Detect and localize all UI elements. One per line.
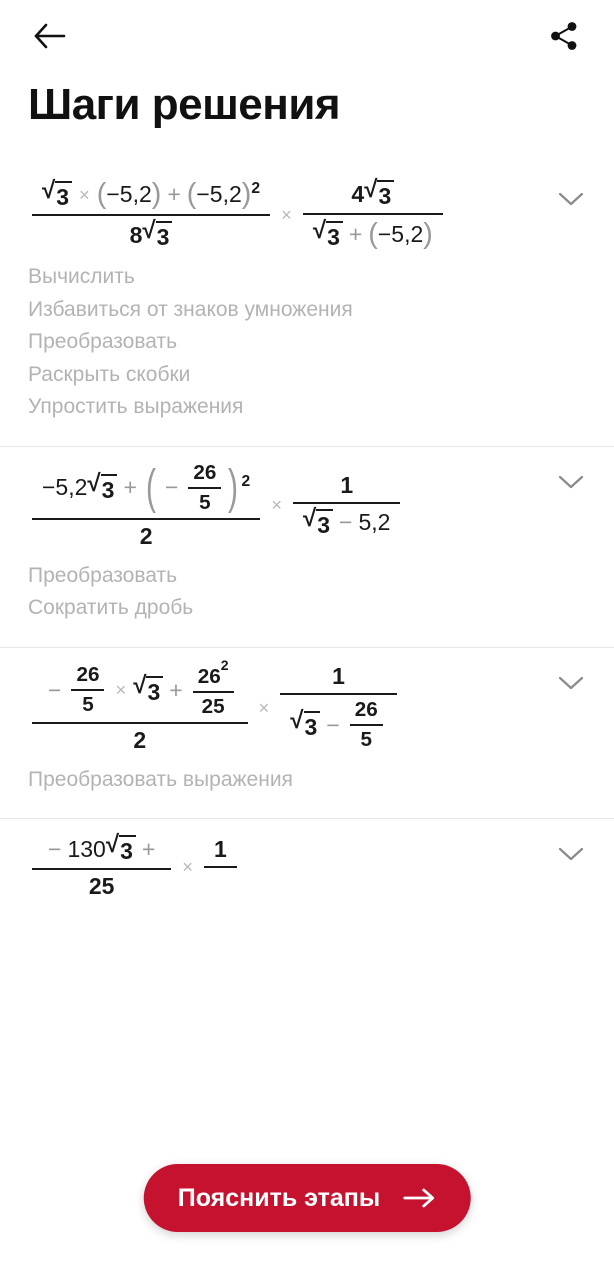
top-bar	[0, 0, 614, 72]
operation-item[interactable]: Упростить выражения	[28, 395, 244, 419]
multiplication-sign: ×	[79, 183, 90, 205]
fraction: − 130 √ 3 + 25	[32, 833, 171, 900]
sqrt-icon: √ 3	[364, 178, 394, 210]
step-item[interactable]	[0, 164, 614, 447]
operation-item[interactable]: Преобразовать выражения	[28, 767, 293, 791]
multiplication-sign: ×	[115, 679, 127, 701]
chevron-down-icon[interactable]	[554, 666, 588, 700]
operation-item[interactable]: Вычислить	[28, 265, 135, 288]
back-arrow-icon[interactable]	[28, 14, 72, 58]
chevron-down-icon[interactable]	[554, 837, 588, 871]
chevron-down-icon[interactable]	[554, 182, 588, 216]
fraction: 1	[204, 836, 237, 898]
multiplication-sign: ×	[281, 203, 292, 225]
step-item[interactable]	[0, 447, 614, 648]
sqrt-icon: √ 3	[290, 709, 320, 741]
step-item[interactable]	[0, 648, 614, 819]
fraction: 4 √ 3 √ 3 + ( −5,2 )	[303, 178, 443, 251]
step-expression	[28, 648, 401, 762]
fraction: $\frac{26}{5}$	[71, 663, 104, 717]
operation-item[interactable]: Преобразовать	[28, 563, 178, 587]
operation-item[interactable]: Преобразовать	[28, 330, 178, 354]
chevron-down-icon[interactable]	[554, 465, 588, 499]
page-title: Шаги решения	[28, 80, 341, 129]
step-operations	[28, 762, 586, 819]
fraction: 1 √ 3 − 5,2	[293, 472, 400, 539]
steps-list	[0, 164, 614, 908]
share-icon[interactable]	[542, 14, 586, 58]
multiplication-sign: ×	[182, 855, 194, 877]
sqrt-icon: √ 3	[142, 219, 172, 251]
multiplication-sign: ×	[271, 494, 282, 516]
fraction: √ 3 × ( −5,2 ) + ( −5,2 ) 2 8 √ 3	[32, 178, 270, 251]
sqrt-icon: √ 3	[133, 674, 163, 706]
arrow-right-icon	[402, 1187, 436, 1209]
operation-item[interactable]: Раскрыть скобки	[28, 362, 191, 386]
step-expression	[28, 447, 404, 558]
fraction: $\frac{26^2}{25}$	[193, 662, 234, 719]
sqrt-icon: √ 3	[106, 833, 136, 865]
step-operations	[28, 259, 586, 446]
step-expression	[28, 819, 241, 908]
fraction: $\frac{26}{5}$	[350, 698, 383, 752]
sqrt-icon: √ 3	[87, 472, 117, 504]
sqrt-icon: √ 3	[313, 219, 343, 251]
fraction: −5,2 √ 3 + ( − $\frac{26}{5}$ ) 2 2	[32, 461, 260, 550]
fraction: − $\frac{26}{5}$ × √ 3 + $\frac{26^2}{25}$ 2	[32, 662, 248, 754]
explain-steps-button[interactable]	[144, 1164, 471, 1232]
operation-item[interactable]: Избавиться от знаков умножения	[28, 297, 353, 321]
sqrt-icon: √ 3	[303, 507, 333, 539]
fraction: 1 √ 3 − $\frac{26}{5}$	[280, 663, 397, 752]
sqrt-icon: √ 3	[42, 179, 72, 211]
multiplication-sign: ×	[258, 696, 270, 718]
operation-item[interactable]: Сократить дробь	[28, 596, 194, 620]
fraction: $\frac{26}{5}$	[188, 461, 221, 515]
step-operations	[28, 558, 586, 647]
step-expression	[28, 164, 447, 259]
explain-steps-label: Пояснить этапы	[177, 1183, 381, 1212]
step-item[interactable]	[0, 819, 614, 908]
